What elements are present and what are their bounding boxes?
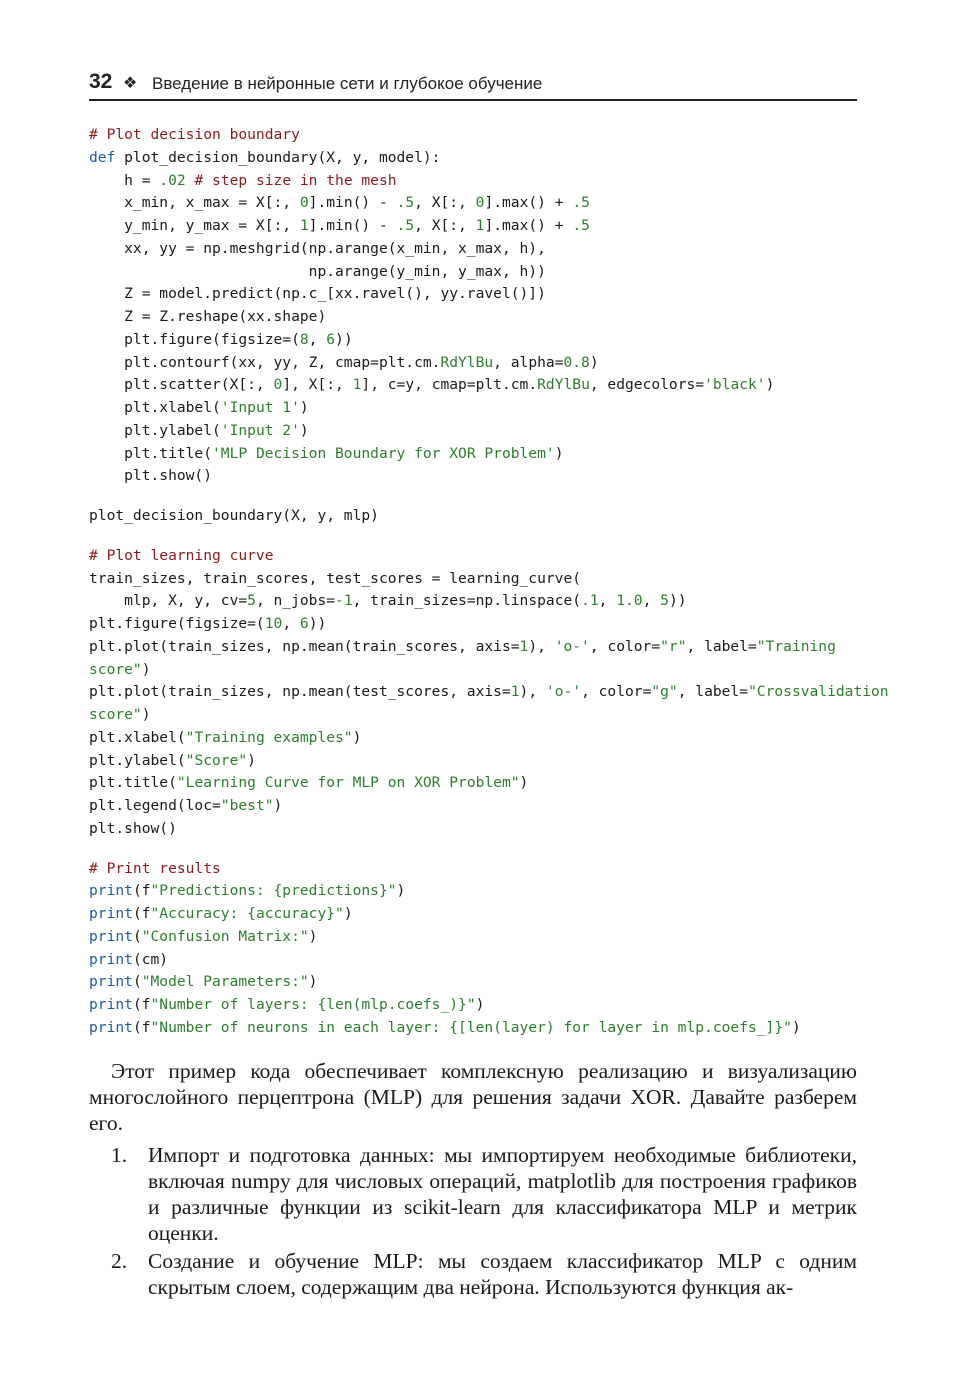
code-token: ) bbox=[475, 996, 485, 1013]
code-token: , X[:, bbox=[414, 217, 476, 234]
code-token: .1 bbox=[581, 592, 599, 610]
body-text bbox=[89, 1058, 857, 1302]
code-line bbox=[89, 949, 879, 972]
code-line bbox=[89, 238, 879, 261]
code-line bbox=[89, 613, 879, 636]
code-line bbox=[89, 994, 879, 1017]
code-token: plt.show() bbox=[89, 467, 213, 485]
code-line bbox=[89, 124, 879, 147]
code-token: Z = Z.reshape(xx.shape) bbox=[89, 308, 327, 325]
code-token: ) bbox=[396, 882, 406, 900]
code-token: , color= bbox=[589, 637, 661, 655]
code-token: print bbox=[89, 882, 133, 900]
code-listing bbox=[89, 124, 889, 1040]
code-token: plt.figure(figsize=( bbox=[89, 615, 265, 632]
code-token: h = bbox=[89, 171, 160, 189]
code-token: , color= bbox=[581, 683, 652, 701]
code-token: print bbox=[89, 950, 133, 968]
code-token: np.arange(y_min, y_max, h)) bbox=[89, 262, 546, 280]
code-line bbox=[89, 420, 879, 443]
code-token: plt.figure(figsize=( bbox=[89, 330, 300, 348]
code-token: ) bbox=[299, 421, 309, 439]
code-token: ) bbox=[765, 376, 775, 394]
code-token: Z = model.predict(np.c_[xx.ravel(), yy.ravel()]) bbox=[89, 285, 546, 303]
code-token: "Confusion Matrix:" bbox=[141, 927, 309, 945]
page-number: 32 bbox=[89, 70, 113, 93]
code-token: "Training examples" bbox=[185, 728, 353, 746]
code-token: , n_jobs= bbox=[255, 592, 336, 610]
code-token: , alpha= bbox=[493, 353, 564, 371]
code-token: , edgecolors= bbox=[589, 376, 705, 394]
code-token: ) bbox=[519, 774, 529, 792]
code-token: y_min, y_max = X[:, bbox=[89, 217, 300, 234]
code-line bbox=[89, 443, 879, 466]
code-token: ) bbox=[247, 751, 256, 769]
code-token: ) bbox=[343, 905, 353, 922]
code-token: (f bbox=[132, 905, 151, 922]
code-token: mlp, X, y, cv= bbox=[89, 592, 248, 610]
code-token: print bbox=[89, 905, 133, 922]
code-line bbox=[89, 147, 879, 170]
code-line bbox=[89, 352, 879, 375]
code-token: 'o-' bbox=[554, 637, 590, 655]
code-line bbox=[89, 215, 879, 238]
code-token: (f bbox=[132, 996, 151, 1013]
code-token: score" bbox=[89, 706, 142, 723]
code-token: .5 bbox=[396, 217, 415, 234]
code-token: ) bbox=[589, 353, 599, 371]
list-item bbox=[89, 1142, 857, 1246]
code-token: (f bbox=[132, 1018, 151, 1036]
code-token: ) bbox=[791, 1018, 801, 1036]
code-token: ) bbox=[352, 728, 362, 746]
code-token: plt.plot(train_sizes, np.mean(test_scores, axis= bbox=[89, 683, 511, 701]
code-line bbox=[89, 772, 879, 795]
code-token: "Accuracy: {accuracy}" bbox=[150, 905, 344, 922]
code-token: "Score" bbox=[185, 751, 248, 769]
code-token: 0.8 bbox=[563, 353, 590, 371]
code-token: 'Input 1' bbox=[220, 399, 300, 416]
code-token: "Number of layers: {len(mlp.coefs_)}" bbox=[150, 996, 476, 1013]
code-token: .02 bbox=[159, 171, 186, 189]
code-token: plt.title( bbox=[89, 774, 177, 792]
code-token: print bbox=[89, 927, 133, 945]
code-line bbox=[89, 903, 879, 926]
explanation-list bbox=[89, 1142, 857, 1300]
code-token: # Plot decision boundary bbox=[89, 126, 300, 143]
code-token: ].max() + bbox=[484, 217, 573, 234]
code-token: , train_sizes=np.linspace( bbox=[352, 592, 582, 610]
code-token: , bbox=[282, 615, 300, 632]
code-token: 1 bbox=[510, 683, 520, 701]
code-token: "Number of neurons in each layer: {[len(layer) for layer in mlp.coefs_]}" bbox=[150, 1018, 792, 1036]
code-token: plt.ylabel( bbox=[89, 421, 221, 439]
code-line bbox=[89, 397, 879, 420]
code-token: ) bbox=[299, 399, 309, 416]
code-line bbox=[89, 659, 879, 682]
code-token: -1 bbox=[335, 592, 353, 610]
code-token: ( bbox=[132, 927, 142, 945]
code-token: ), bbox=[519, 683, 546, 701]
code-token: # Print results bbox=[89, 859, 221, 877]
code-line bbox=[89, 329, 879, 352]
code-token: 1 bbox=[519, 637, 529, 655]
code-token: plt.xlabel( bbox=[89, 399, 221, 416]
code-line bbox=[89, 590, 879, 613]
code-token: plt.show() bbox=[89, 819, 177, 837]
list-item-text: Создание и обучение MLP: мы создаем классификатор MLP с одним скрытым слоем, содержащим два нейрона. Используются функция ак- bbox=[148, 1249, 857, 1299]
code-token: "Model Parameters:" bbox=[141, 973, 309, 991]
code-token: 1 bbox=[352, 376, 362, 394]
code-token: 5 bbox=[660, 592, 669, 610]
code-line bbox=[89, 528, 879, 545]
code-token: plt.plot(train_sizes, np.mean(train_scores, axis= bbox=[89, 637, 520, 655]
code-token: 'black' bbox=[704, 376, 766, 394]
code-line bbox=[89, 636, 879, 659]
code-token: 0 bbox=[299, 194, 309, 212]
code-line bbox=[89, 818, 879, 841]
code-token: 0 bbox=[475, 194, 485, 212]
code-line bbox=[89, 880, 879, 903]
code-token: ].min() - bbox=[308, 217, 397, 234]
code-token: 'Input 2' bbox=[220, 421, 300, 439]
code-token: 6 bbox=[299, 615, 309, 632]
code-token: 8 bbox=[299, 330, 309, 348]
list-item bbox=[89, 1248, 857, 1300]
code-line bbox=[89, 283, 879, 306]
code-token: .5 bbox=[396, 194, 415, 212]
code-token: ].min() - bbox=[308, 194, 397, 212]
code-token: plt.scatter(X[:, bbox=[89, 376, 274, 394]
code-token: 0 bbox=[273, 376, 283, 394]
code-line bbox=[89, 971, 879, 994]
code-token: ) bbox=[273, 797, 283, 814]
code-token: print bbox=[89, 973, 133, 991]
code-token: plt.xlabel( bbox=[89, 728, 186, 746]
code-line bbox=[89, 374, 879, 397]
code-token: .5 bbox=[572, 194, 590, 212]
code-token: 6 bbox=[326, 330, 336, 348]
code-token: , bbox=[308, 330, 327, 348]
list-item-number: 2. bbox=[111, 1249, 128, 1273]
code-token: ( bbox=[132, 973, 142, 991]
code-token: "Crossvalidation bbox=[748, 683, 889, 701]
code-token: ], X[:, bbox=[282, 376, 353, 394]
code-token: train_sizes, train_scores, test_scores = learning_curve( bbox=[89, 569, 582, 587]
code-token: )) bbox=[308, 615, 327, 632]
code-token: "Predictions: {predictions}" bbox=[150, 882, 397, 900]
code-token: xx, yy = np.meshgrid(np.arange(x_min, x_max, h), bbox=[89, 239, 546, 257]
list-item-number: 1. bbox=[111, 1143, 128, 1167]
code-line bbox=[89, 1017, 879, 1040]
code-token: RdYlBu bbox=[440, 353, 494, 371]
code-token: "g" bbox=[651, 683, 678, 701]
code-token: plt.contourf(xx, yy, Z, cmap=plt.cm. bbox=[89, 353, 441, 371]
code-line bbox=[89, 704, 879, 727]
code-token: 1 bbox=[475, 217, 485, 234]
code-token: 1.0 bbox=[616, 592, 643, 610]
code-line bbox=[89, 681, 889, 704]
code-token: plt.title( bbox=[89, 444, 213, 462]
intro-paragraph: Этот пример кода обеспечивает комплексную реализацию и визуализацию многослойного перцептрона (MLP) для решения задачи XOR. Давайте разберем его. bbox=[89, 1059, 857, 1135]
code-line bbox=[89, 545, 879, 568]
code-line bbox=[89, 795, 879, 818]
code-token: , bbox=[642, 592, 661, 610]
code-token: score" bbox=[89, 660, 142, 678]
code-token: ) bbox=[141, 660, 151, 678]
code-token: )) bbox=[668, 592, 687, 610]
code-line bbox=[89, 568, 879, 591]
code-token: 5 bbox=[247, 592, 256, 610]
code-line bbox=[89, 727, 879, 750]
code-token: , X[:, bbox=[414, 194, 476, 212]
code-token: RdYlBu bbox=[537, 376, 590, 394]
code-token: ) bbox=[554, 444, 564, 462]
code-token: # Plot learning curve bbox=[89, 546, 274, 564]
code-line bbox=[89, 261, 879, 284]
code-token: (cm) bbox=[132, 950, 169, 968]
code-token: "Training bbox=[756, 637, 836, 655]
code-token: plot_decision_boundary(X, y, model): bbox=[115, 148, 441, 166]
code-line bbox=[89, 488, 879, 505]
page-header bbox=[89, 70, 857, 101]
code-token: "best" bbox=[220, 797, 274, 814]
code-token: .5 bbox=[572, 217, 590, 234]
code-line bbox=[89, 192, 879, 215]
code-token: ].max() + bbox=[484, 194, 573, 212]
code-line bbox=[89, 841, 879, 858]
code-line bbox=[89, 926, 879, 949]
code-token: print bbox=[89, 996, 133, 1013]
code-token: , label= bbox=[686, 637, 757, 655]
code-line bbox=[89, 465, 879, 488]
code-line bbox=[89, 170, 879, 193]
code-token: ), bbox=[528, 637, 555, 655]
list-item-text: Импорт и подготовка данных: мы импортируем необходимые библиотеки, включая numpy для числовых операций, matplotlib для построения графиков и различные функции из scikit-learn для классификатора MLP и метрик оценки. bbox=[148, 1143, 857, 1245]
code-line bbox=[89, 306, 879, 329]
code-token: , label= bbox=[677, 683, 749, 701]
code-token: , bbox=[598, 592, 617, 610]
code-token: ) bbox=[141, 706, 151, 723]
code-token: # step size in the mesh bbox=[194, 171, 397, 189]
code-token: 'MLP Decision Boundary for XOR Problem' bbox=[212, 444, 555, 462]
code-token: ) bbox=[308, 973, 318, 991]
code-token: plot_decision_boundary(X, y, mlp) bbox=[89, 507, 379, 524]
code-token: ], c=y, cmap=plt.cm. bbox=[361, 376, 538, 394]
diamond-ornament-icon: ❖ bbox=[123, 75, 138, 92]
code-token: print bbox=[89, 1018, 133, 1036]
code-token: 1 bbox=[299, 217, 309, 234]
code-line bbox=[89, 858, 879, 881]
code-token: (f bbox=[132, 882, 151, 900]
code-token: 10 bbox=[264, 615, 283, 632]
code-token: "r" bbox=[660, 637, 687, 655]
code-token: x_min, x_max = X[:, bbox=[89, 194, 300, 212]
code-line bbox=[89, 750, 879, 773]
code-token: "Learning Curve for MLP on XOR Problem" bbox=[176, 774, 520, 792]
code-token: def bbox=[89, 148, 116, 166]
code-line bbox=[89, 505, 879, 528]
code-token: )) bbox=[335, 330, 353, 348]
running-title: Введение в нейронные сети и глубокое обучение bbox=[152, 74, 543, 93]
code-token: 'o-' bbox=[545, 683, 582, 701]
code-token: ) bbox=[308, 927, 318, 945]
code-token: plt.ylabel( bbox=[89, 751, 186, 769]
code-token: plt.legend(loc= bbox=[89, 797, 221, 814]
